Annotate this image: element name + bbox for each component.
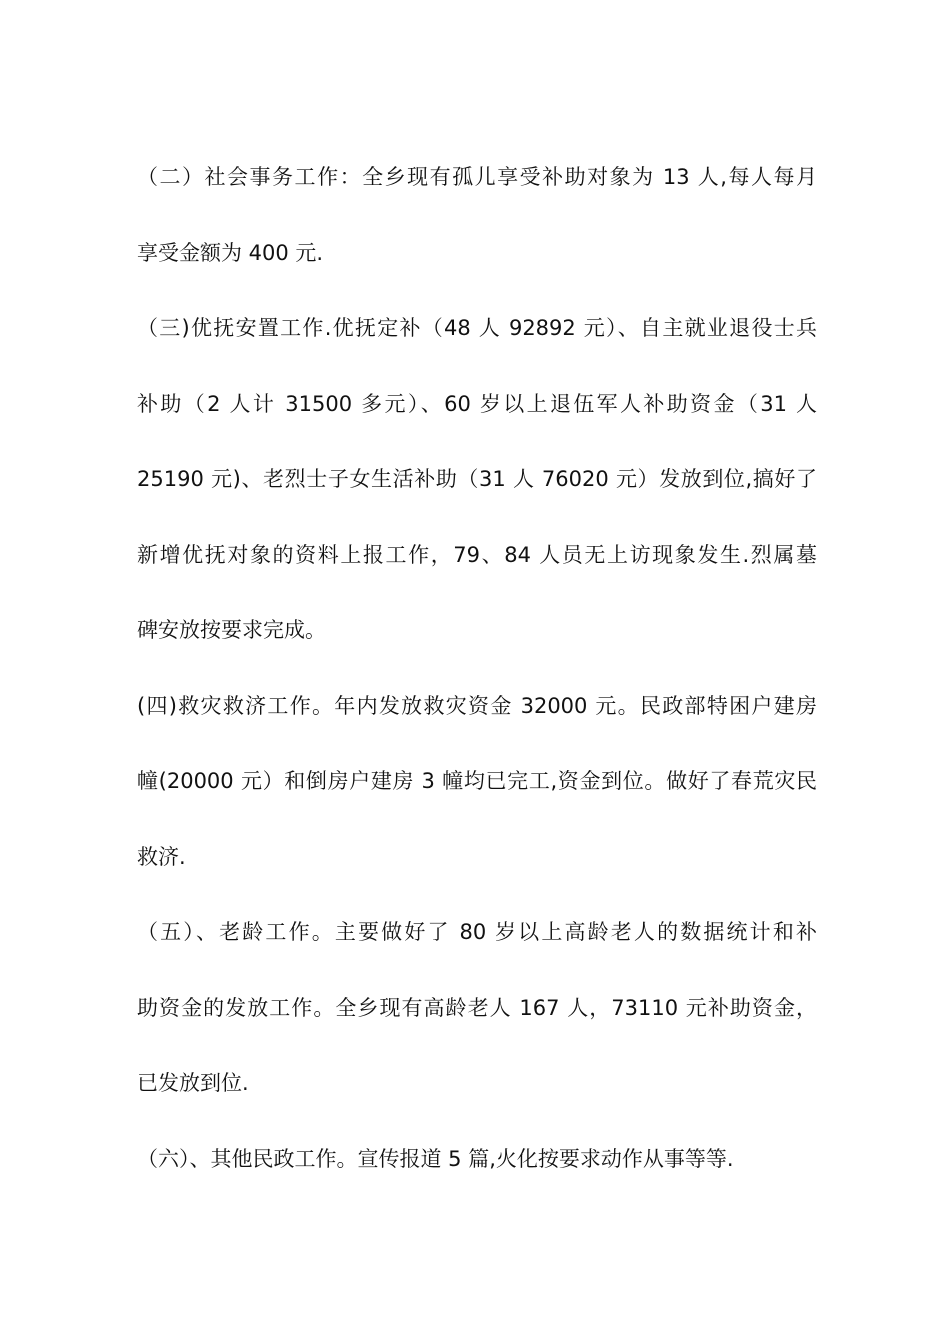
text-line: 新增优抚对象的资料上报工作，79、84 人员无上访现象发生.烈属墓	[137, 542, 817, 567]
text-line: 碑安放按要求完成。	[137, 618, 326, 642]
paragraph-social-affairs	[137, 140, 817, 291]
text-line: （二）社会事务工作：全乡现有孤儿享受补助对象为 13 人,每人每月	[137, 165, 817, 189]
text-line: 救济.	[137, 844, 186, 869]
text-line: (四)救灾救济工作。年内发放救灾资金 32000 元。民政部特困户建房	[137, 693, 817, 718]
text-line: 享受金额为 400 元.	[137, 240, 324, 265]
text-line: 已发放到位.	[137, 1071, 249, 1095]
document-body	[137, 140, 817, 1197]
text-line: （三)优抚安置工作.优抚定补（48 人 92892 元）、自主就业退役士兵	[137, 316, 817, 340]
paragraph-disaster-relief	[137, 669, 817, 896]
paragraph-elderly-work	[137, 895, 817, 1122]
text-line: 幢(20000 元）和倒房户建房 3 幢均已完工,资金到位。做好了春荒灾民	[137, 769, 817, 793]
paragraph-other-work	[137, 1122, 817, 1198]
paragraph-preferential-care	[137, 291, 817, 669]
text-line: （六）、其他民政工作。宣传报道 5 篇,火化按要求动作从事等等.	[137, 1146, 734, 1171]
text-line: 助资金的发放工作。全乡现有高龄老人 167 人，73110 元补助资金，	[137, 995, 817, 1020]
text-line: 25190 元)、老烈士子女生活补助（31 人 76020 元）发放到位,搞好了	[137, 467, 817, 491]
text-line: （五）、老龄工作。主要做好了 80 岁以上高龄老人的数据统计和补	[137, 920, 817, 944]
text-line: 补助（2 人计 31500 多元）、60 岁以上退伍军人补助资金（31 人	[137, 391, 817, 416]
